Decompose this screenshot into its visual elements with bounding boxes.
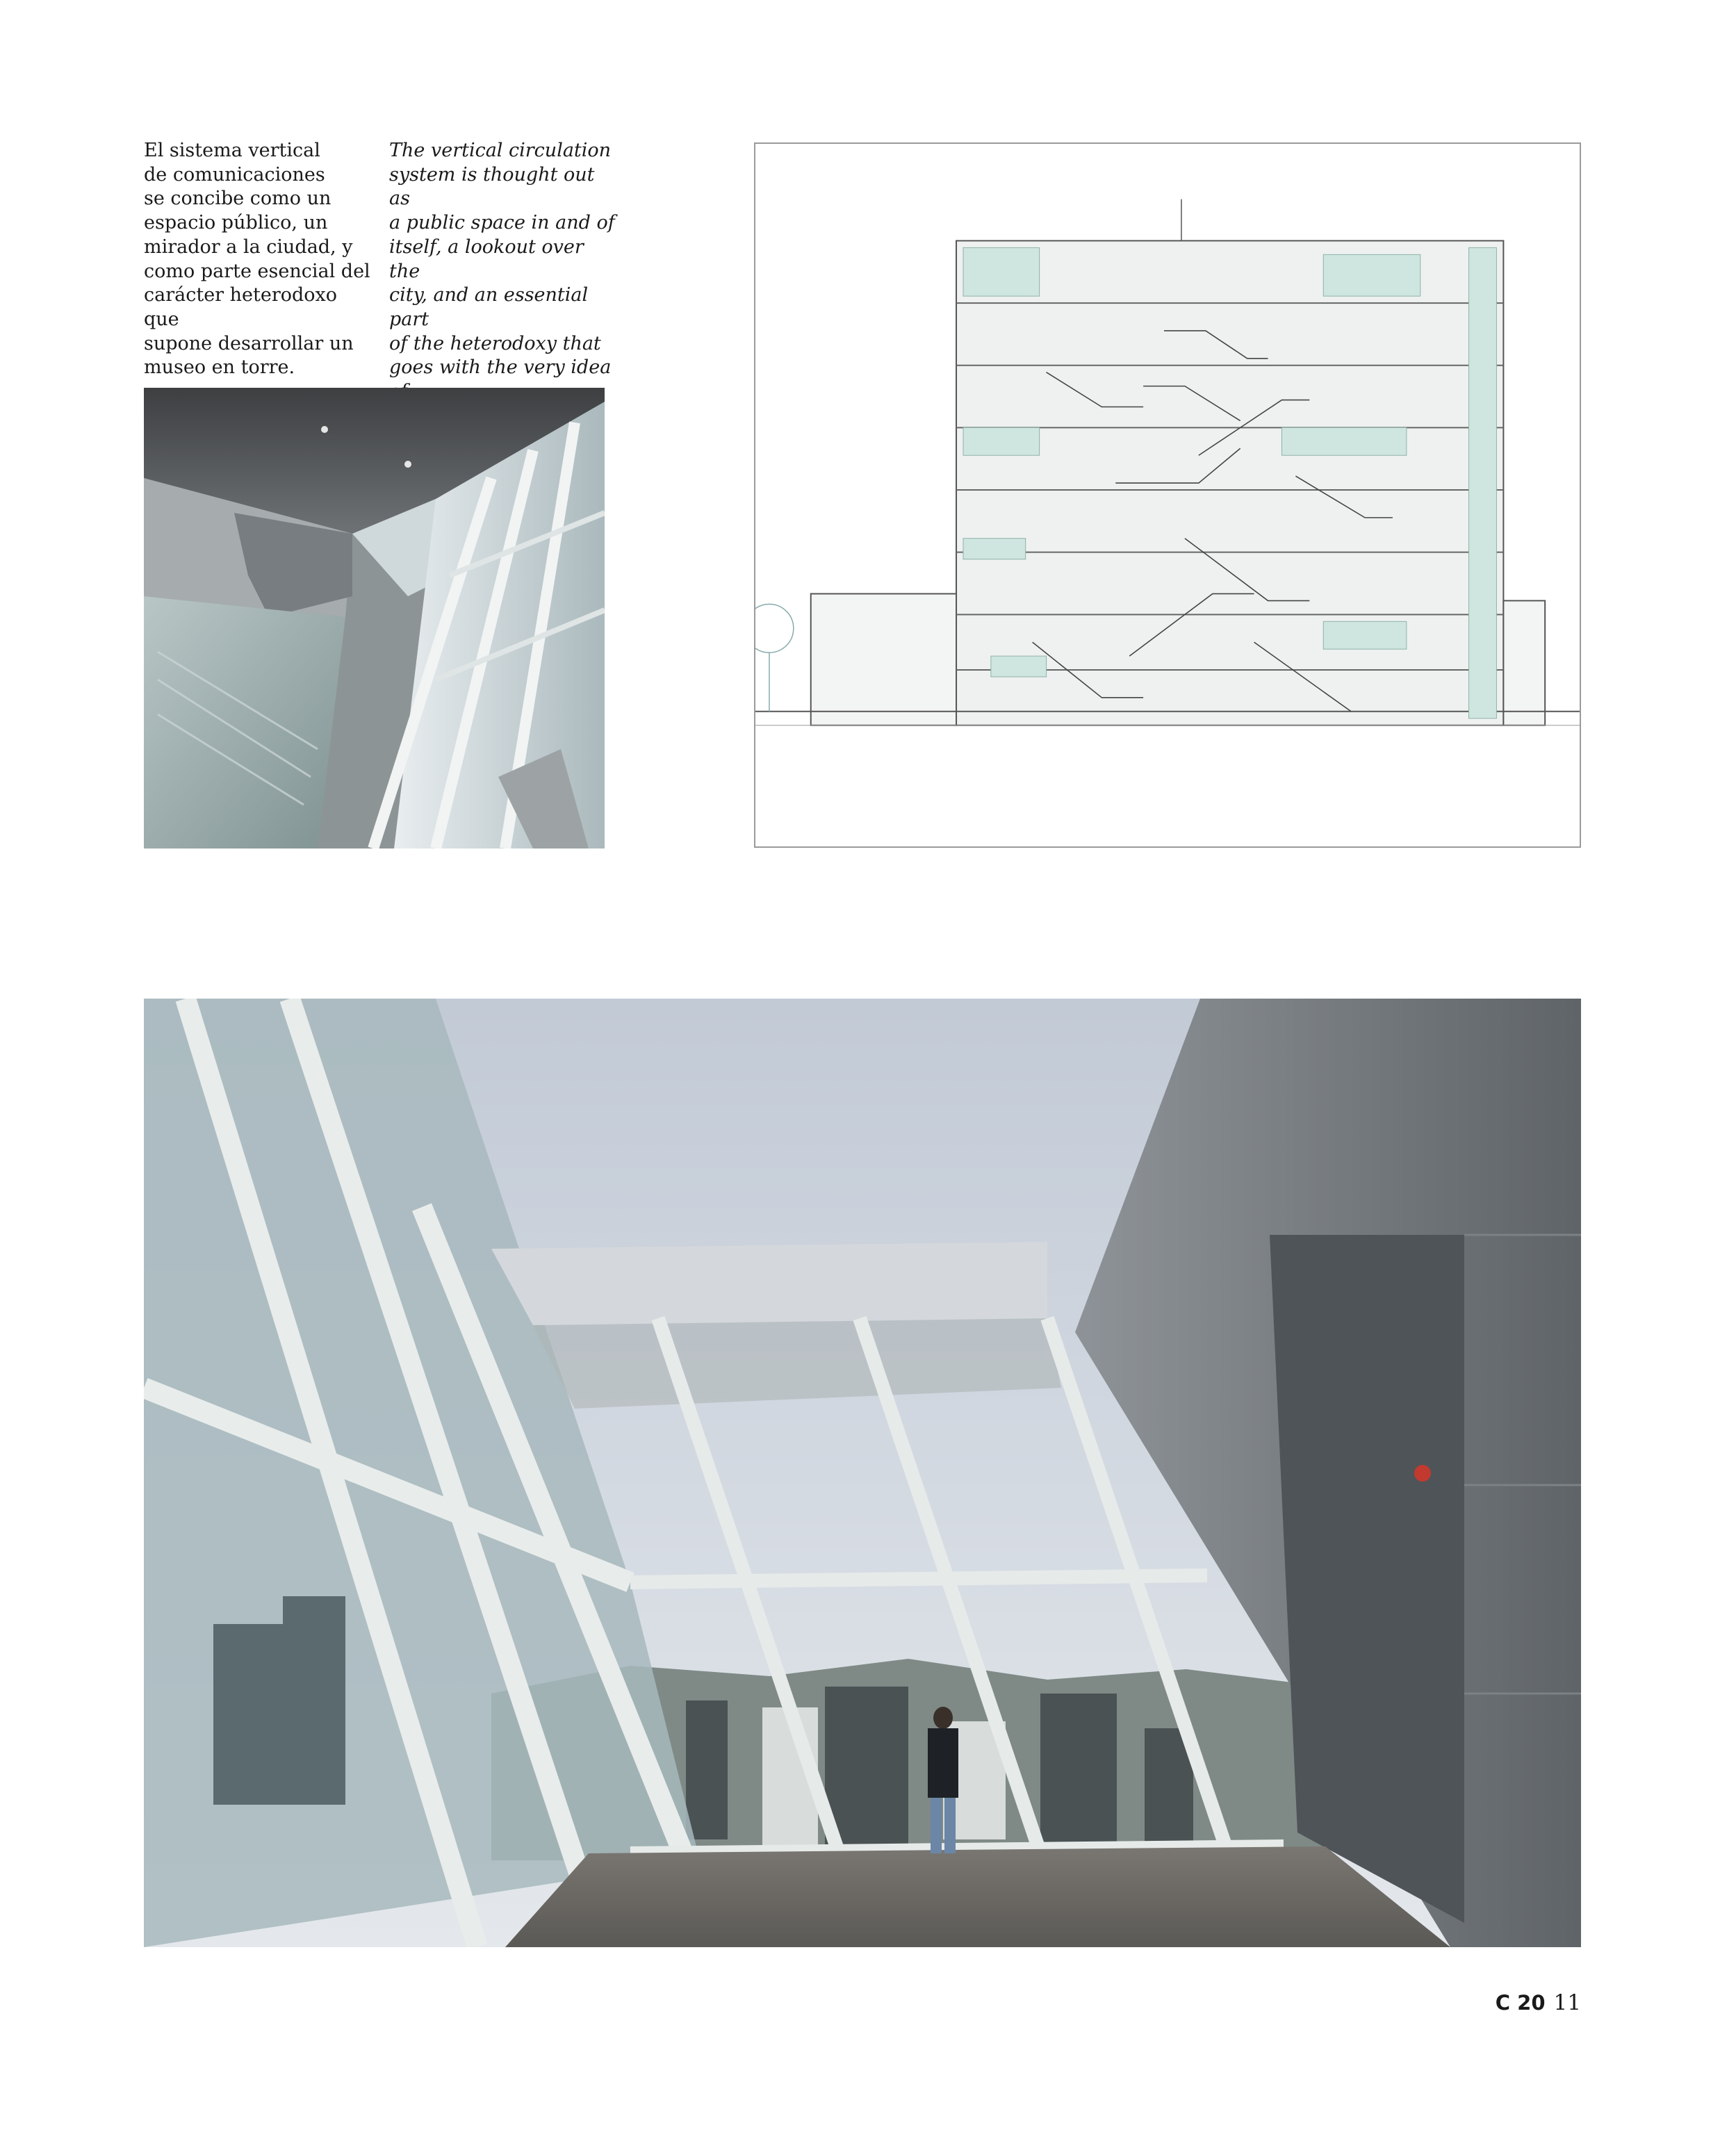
caption-line: espacio público, un	[144, 212, 328, 234]
caption-line: mirador a la ciudad, y	[144, 236, 353, 258]
caption-line: a public space in and of	[389, 212, 615, 234]
caption-line: como parte esencial del	[144, 260, 370, 282]
caption-line: museo en torre.	[144, 356, 295, 379]
caption-line: of the heterodoxy that	[389, 332, 601, 354]
building-section-drawing	[754, 142, 1581, 848]
caption-line: de comunicaciones	[144, 163, 325, 186]
caption-line: El sistema vertical	[144, 140, 320, 161]
caption-line: se concibe como un	[144, 188, 331, 210]
magazine-issue: C 20	[1495, 1991, 1546, 2015]
interior-atrium-photo	[144, 388, 605, 848]
rooftop-terrace-photo	[144, 999, 1581, 1947]
caption-line: carácter heterodoxo que	[144, 284, 338, 330]
page-folio	[1494, 1990, 1581, 2015]
caption-line: itself, a lookout over the	[389, 236, 584, 282]
caption-line: supone desarrollar un	[144, 332, 354, 354]
caption-line: goes with the very idea	[389, 356, 612, 379]
caption-line: city, and an essential part	[389, 284, 589, 330]
page-number: 11	[1553, 1990, 1581, 2015]
caption-line: The vertical circulation	[389, 140, 612, 161]
caption-spanish	[144, 139, 373, 380]
caption-line: system is thought out as	[389, 163, 595, 210]
